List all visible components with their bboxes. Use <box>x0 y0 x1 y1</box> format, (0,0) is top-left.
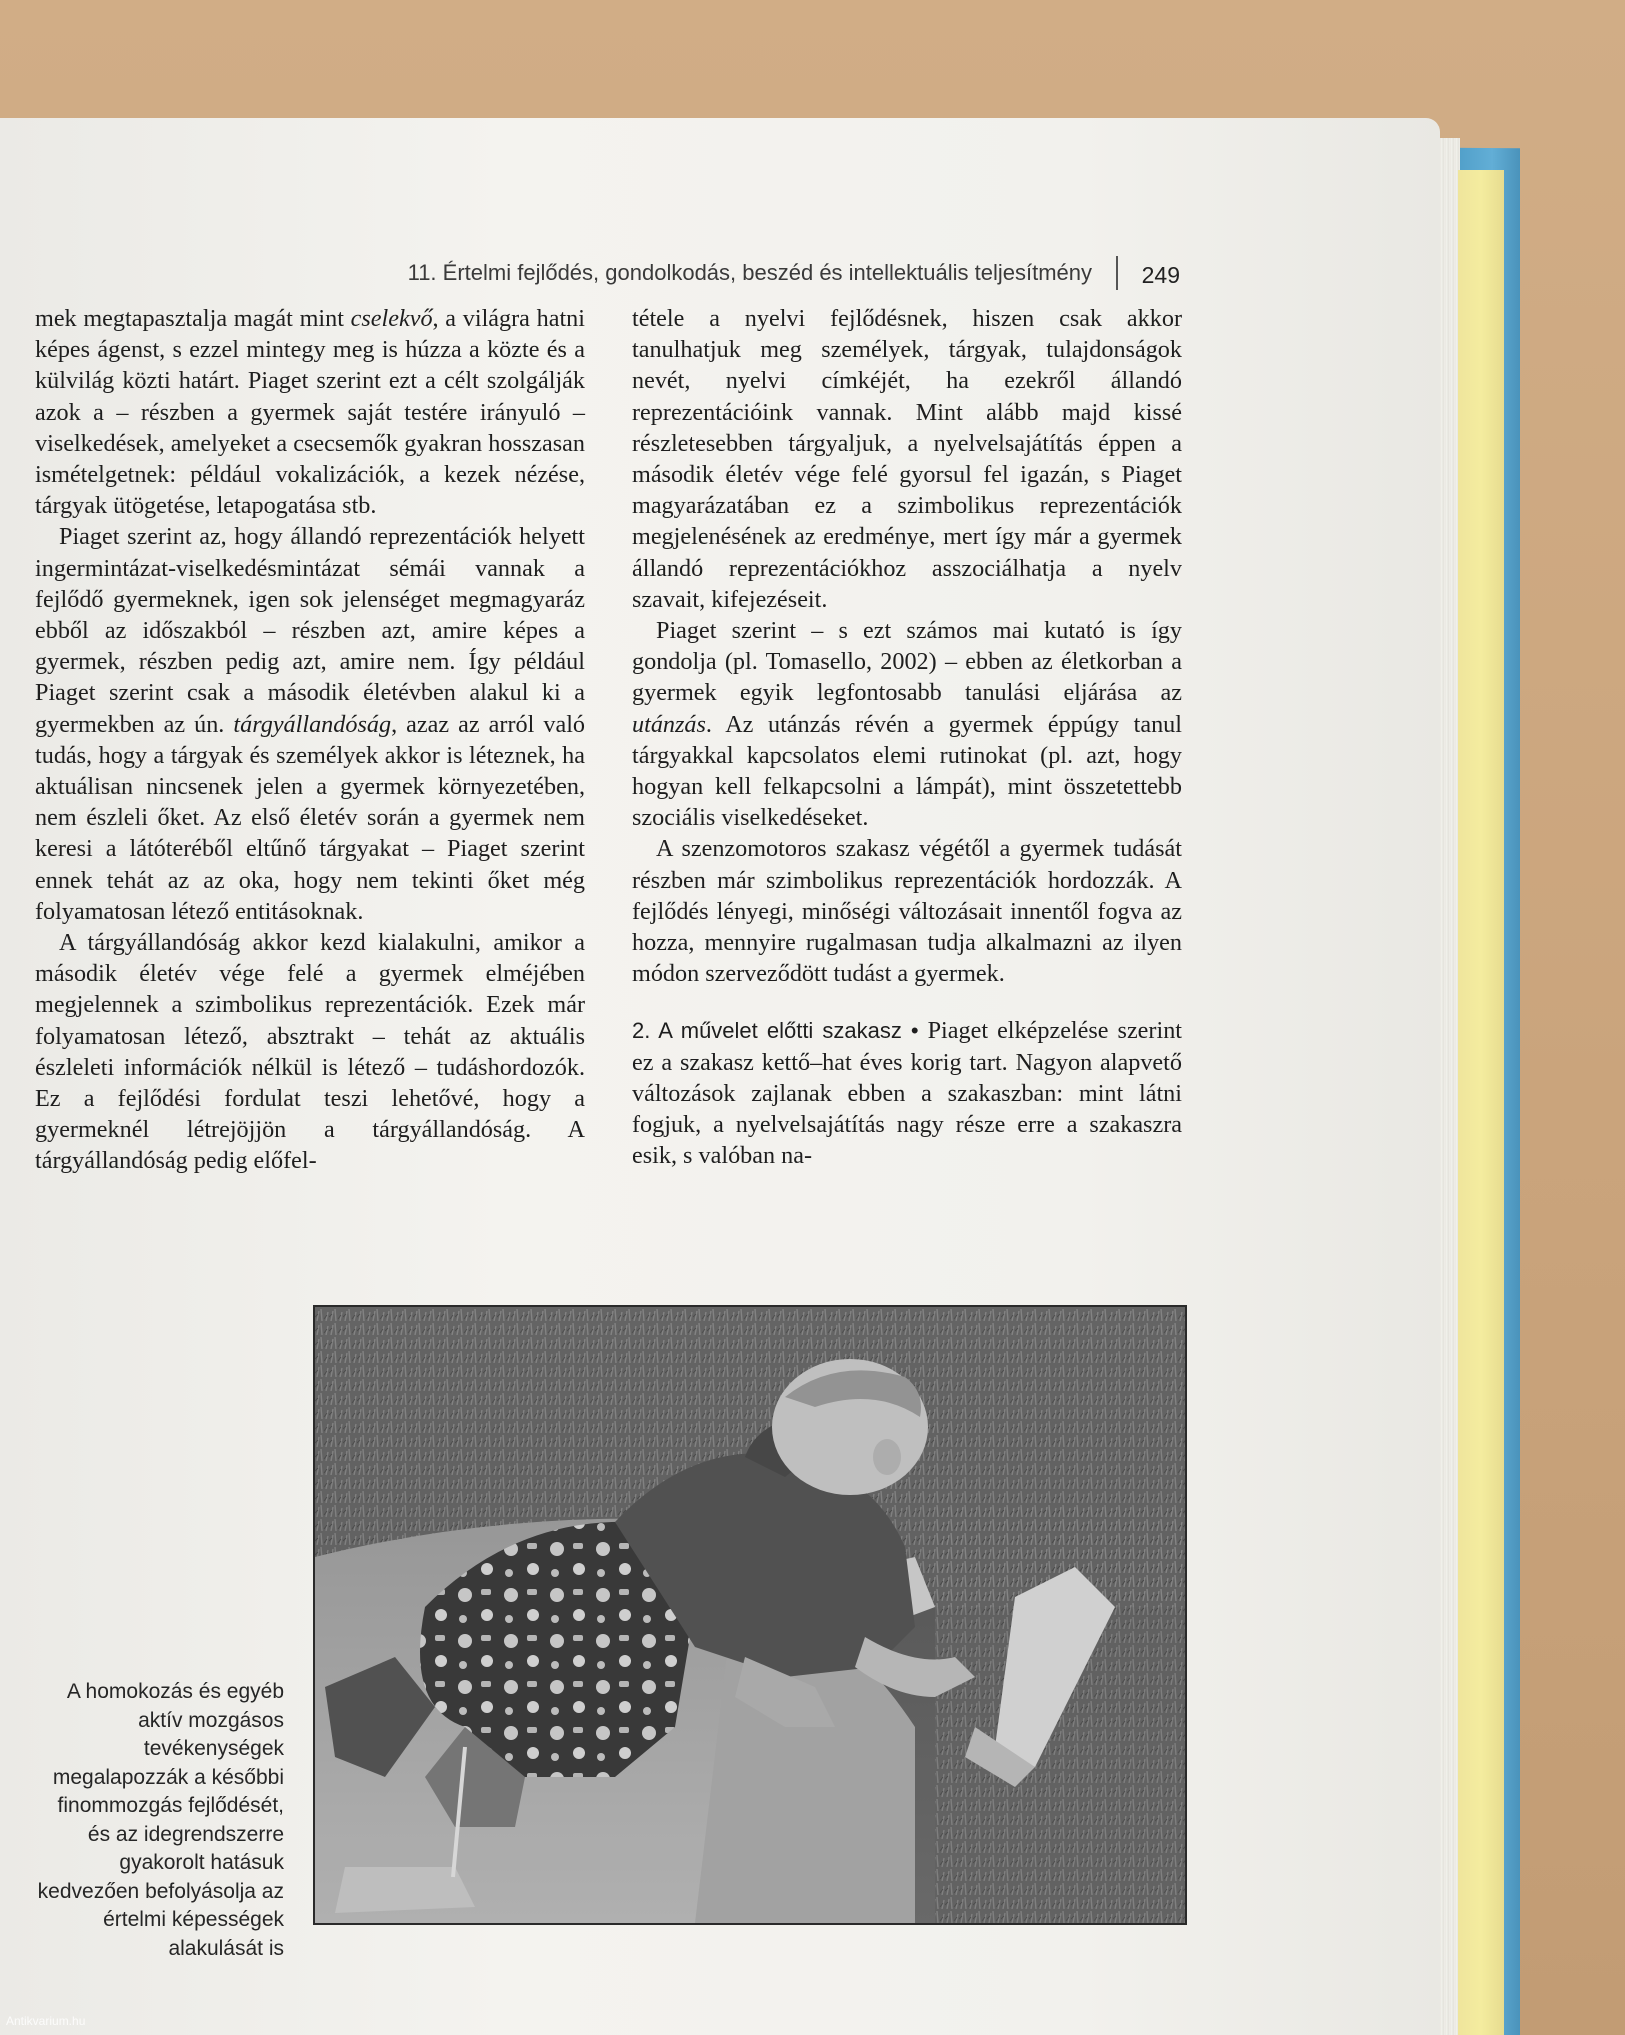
section-paragraph: 2. A művelet előtti szakasz • Piaget elképzelése szerint ez a szakasz kettő–hat éves korig tart. Nagyon alapvető változások zajlanak ebben a szakaszban: mint látni fogjuk, a nyelvelsajátítás nagy része erre a szakaszra esik, s valóban na- <box>632 1017 1183 1170</box>
page-edge-yellow <box>1458 170 1504 2035</box>
right-column <box>632 303 1182 1171</box>
running-head-title: 11. Értelmi fejlődés, gondolkodás, beszéd és intellektuális teljesítmény <box>407 260 1092 285</box>
page-number: 249 <box>1141 262 1180 288</box>
bullet-icon: • <box>910 1018 919 1044</box>
paragraph: A tárgyállandóság akkor kezd kialakulni, amikor a második életév vége felé a gyermek elméjében megjelennek a szimbolikus reprezentációk. Ezek már folyamatosan létező, absztrakt – tehát az aktuális észleleti információk nélkül is létező – tudáshordozók. Ez a fejlődési fordulat teszi lehetővé, hogy a gyermeknél létrejöjjön a tárgyállandóság. A tárgyállandóság pedig előfel- <box>35 929 585 1175</box>
left-column <box>35 303 585 1177</box>
paragraph: Piaget szerint – s ezt számos mai kutató is így gondolja (pl. Tomasello, 2002) – ebben az életkorban a gyermek egyik legfontosabb tanulási eljárása az utánzás. Az utánzás révén a gyermek éppúgy tanul tárgyakkal kapcsolatos elemi rutinokat (pl. azt, hogy hogyan kell felkapcsolni a lámpát), mint összetettebb szociális viselkedéseket. <box>632 617 1182 832</box>
paragraph: A szenzomotoros szakasz végétől a gyermek tudását részben már szimbolikus reprezentációk hordozzák. A fejlődés lényegi, minőségi változásait innentől fogva az hozza, mennyire rugalmasan tudja alkalmazni az ilyen módon szerveződött tudást a gyermek. <box>632 835 1182 988</box>
figure-photo <box>313 1305 1187 1925</box>
paragraph: tétele a nyelvi fejlődésnek, hiszen csak akkor tanulhatjuk meg személyek, tárgyak, tulajdonságok nevét, nyelvi címkéjét, ha ezekről állandó reprezentációink vannak. Mint alább majd kissé részletesebben tárgyaljuk, a nyelvelsajátítás éppen a második életév vége felé gyorsul fel igazán, s Piaget magyarázatában ez a szimbolikus reprezentációk megjelenésének az eredménye, mert így már a gyermek állandó reprezentációkhoz asszociálhatja a nyelv szavait, kifejezéseit. <box>632 305 1182 613</box>
section-heading: 2. A művelet előtti szakasz <box>632 1018 902 1044</box>
watermark: Antikvarium.hu <box>6 2014 86 2028</box>
paragraph: mek megtapasztalja magát mint cselekvő, a világra hatni képes ágenst, s ezzel mintegy meg is húzza a közte és a külvilág közti határt. Piaget szerint ezt a célt szolgálják azok a – részben a gyermek saját testére irányuló – viselkedések, amelyeket a csecsemők gyakran hosszasan ismételgetnek: például vokalizációk, a kezek nézése, tárgyak ütögetése, letapogatása stb. <box>35 305 585 520</box>
paragraph: Piaget szerint az, hogy állandó reprezentációk helyett ingermintázat-viselkedésmintázat sémái vannak a fejlődő gyermeknek, igen sok jelenséget megmagyaráz ebből az időszakból – részben azt, amire képes a gyermek, részben pedig azt, amire nem. Így például Piaget szerint csak a második életévben alakul ki a gyermekben az ún. tárgyállandóság, azaz az arról való tudás, hogy a tárgyak és személyek akkor is léteznek, ha aktuálisan nincsenek jelen a gyermek környezetében, nem észleli őket. Az első életév során a gyermek nem keresi a látóteréből eltűnő tárgyakat – Piaget szerint ennek tehát az az oka, hogy nem tekinti őket még folyamatosan létező entitásoknak. <box>35 523 586 925</box>
running-head-divider <box>1116 256 1118 290</box>
running-head <box>407 256 1180 296</box>
figure-caption: A homokozás és egyéb aktív mozgásos tevékenységek megalapozzák a későbbi finommozgás fejlődését, és az idegrendszerre gyakorolt hatásuk kedvezően befolyásolja az értelmi képességek alakulását is <box>37 1680 284 1960</box>
child-sandbox-photo <box>315 1307 1185 1923</box>
